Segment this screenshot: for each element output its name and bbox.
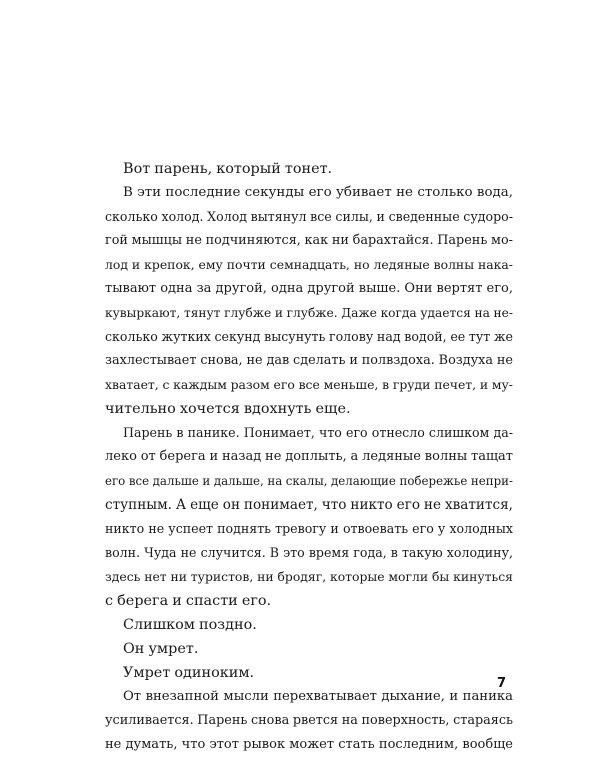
text-line: с берега и спасти его. <box>105 593 272 609</box>
text-line: Парень в панике. Понимает, что его отнесло слишком да- <box>123 425 513 440</box>
text-line: сколько холод. Холод вытянул все силы, и сведенные судоро- <box>105 209 513 224</box>
text-line: здесь нет ни туристов, ни бродяг, которые могли бы кинуться <box>105 569 513 584</box>
text-line: его все дальше и дальше, на скалы, делающие побережье непри- <box>105 474 513 488</box>
text-line: лод и крепок, ему почти семнадцать, но ледяные волны нака- <box>105 257 513 272</box>
body-text <box>105 157 513 757</box>
text-line: захлестывает снова, не дав сделать и полвздоха. Воздуха не <box>105 353 513 368</box>
text-line: гой мышцы не подчиняются, как ни барахтайся. Парень мо- <box>105 233 513 248</box>
page-number: 7 <box>497 676 507 691</box>
text-line: не думать, что этот рывок может стать последним, вообще <box>105 737 513 752</box>
text-line: Вот парень, который тонет. <box>123 161 333 177</box>
text-line: кувыркают, тянут глубже и глубже. Даже когда удается на не- <box>105 306 513 320</box>
text-line: чительно хочется вдохнуть еще. <box>105 401 351 417</box>
text-line: леко от берега и назад не доплыть, а ледяные волны тащат <box>105 449 513 464</box>
text-line: никто не успеет поднять тревогу и отвоевать его у холодных <box>105 521 513 536</box>
text-line: Слишком поздно. <box>123 617 257 633</box>
text-line: В эти последние секунды его убивает не столько вода, <box>123 185 513 200</box>
text-line: сколько жутких секунд высунуть голову над водой, ее тут же <box>105 329 513 344</box>
text-line: Умрет одиноким. <box>123 665 255 681</box>
text-line: тывают одна за другой, одна другой выше. Они вертят его, <box>105 281 513 296</box>
text-line: усиливается. Парень снова рвется на поверхность, стараясь <box>105 713 513 728</box>
text-line: хватает, с каждым разом его все меньше, в груди печет, и му- <box>105 377 513 392</box>
text-line: волн. Чуда не случится. В это время года, в такую холодину, <box>105 545 513 560</box>
text-line: ступным. А еще он понимает, что никто его не хватится, <box>105 497 513 513</box>
text-line: Он умрет. <box>123 641 199 657</box>
text-line: От внезапной мысли перехватывает дыхание, и паника <box>123 689 513 704</box>
